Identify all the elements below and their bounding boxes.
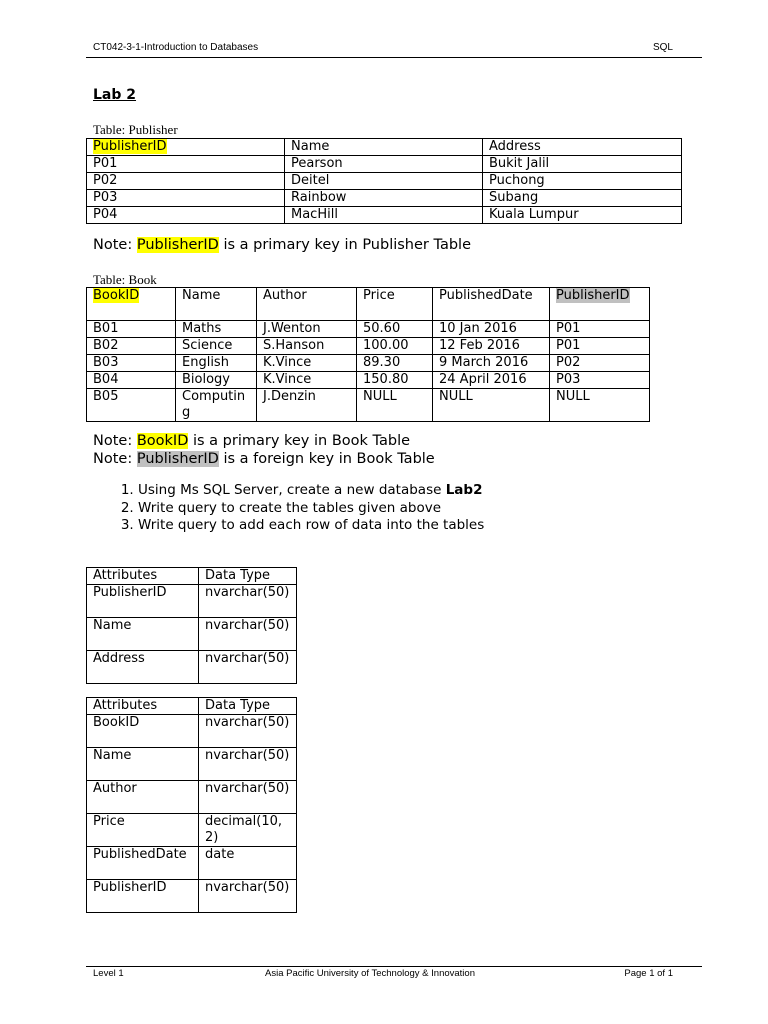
- table-cell: K.Vince: [257, 355, 357, 372]
- table-cell: PublisherID: [87, 585, 199, 618]
- table-header-cell: Attributes: [87, 568, 199, 585]
- table-cell: BookID: [87, 715, 199, 748]
- table-row: [87, 389, 650, 422]
- publisher-types-table: [86, 567, 297, 684]
- table-row: [87, 847, 297, 880]
- table-cell: nvarchar(50): [199, 618, 297, 651]
- table-row: [87, 173, 682, 190]
- page-header: [93, 42, 673, 53]
- table-cell: 24 April 2016: [433, 372, 550, 389]
- table-cell: PublishedDate: [87, 847, 199, 880]
- table-cell: P03: [87, 190, 285, 207]
- table-header-row: [87, 698, 297, 715]
- table-row: [87, 190, 682, 207]
- table-row: [87, 781, 297, 814]
- table-header-cell: Data Type: [199, 698, 297, 715]
- table-cell: J.Wenton: [257, 321, 357, 338]
- table-cell: P01: [550, 321, 650, 338]
- table-cell: Subang: [483, 190, 682, 207]
- table-header-cell: Attributes: [87, 698, 199, 715]
- book-table: [86, 287, 650, 422]
- list-item: 2. Write query to create the tables given above: [138, 500, 484, 518]
- table-cell: K.Vince: [257, 372, 357, 389]
- note-book-primary-key: Note: BookID is a primary key in Book Table: [93, 433, 411, 449]
- table-cell: Deitel: [285, 173, 483, 190]
- note-key: BookID: [136, 433, 189, 449]
- table-cell: MacHill: [285, 207, 483, 224]
- list-item: 3. Write query to add each row of data into the tables: [138, 517, 484, 535]
- table-header-cell: [87, 288, 176, 321]
- table-cell: P02: [550, 355, 650, 372]
- note-key: PublisherID: [136, 451, 219, 467]
- table-cell: NULL: [550, 389, 650, 422]
- bookid-header: BookID: [93, 288, 140, 303]
- table-header-cell: Data Type: [199, 568, 297, 585]
- table-cell: 12 Feb 2016: [433, 338, 550, 355]
- table-cell: nvarchar(50): [199, 585, 297, 618]
- table-cell: P02: [87, 173, 285, 190]
- table-cell: nvarchar(50): [199, 715, 297, 748]
- table-cell: B04: [87, 372, 176, 389]
- table-row: [87, 651, 297, 684]
- table-cell: P01: [550, 338, 650, 355]
- book-table-caption: Table: Book: [93, 272, 157, 287]
- table-cell: 10 Jan 2016: [433, 321, 550, 338]
- table-cell: Address: [87, 651, 199, 684]
- table-cell: Bukit Jalil: [483, 156, 682, 173]
- table-cell: 100.00: [357, 338, 433, 355]
- table-cell: nvarchar(50): [199, 651, 297, 684]
- table-cell: Computing: [176, 389, 257, 422]
- table-row: [87, 618, 297, 651]
- table-cell: B02: [87, 338, 176, 355]
- footer-level: Level 1: [93, 968, 124, 979]
- table-header-cell: PublishedDate: [433, 288, 550, 321]
- table-cell: S.Hanson: [257, 338, 357, 355]
- publisher-table: [86, 138, 682, 224]
- table-cell: B01: [87, 321, 176, 338]
- note-book-foreign-key: Note: PublisherID is a foreign key in Book Table: [93, 451, 435, 467]
- table-cell: nvarchar(50): [199, 880, 297, 913]
- table-cell: P04: [87, 207, 285, 224]
- table-row: [87, 156, 682, 173]
- note-publisher-primary-key: Note: PublisherID is a primary key in Publisher Table: [93, 237, 471, 253]
- header-topic: SQL: [652, 42, 673, 53]
- book-types-table: [86, 697, 297, 913]
- table-row: [87, 814, 297, 847]
- table-cell: nvarchar(50): [199, 748, 297, 781]
- instruction-list: [93, 482, 484, 535]
- table-cell: Pearson: [285, 156, 483, 173]
- publisherid-header: PublisherID: [93, 139, 167, 154]
- table-cell: P03: [550, 372, 650, 389]
- footer-page-number: Page 1 of 1: [624, 968, 673, 979]
- table-header-cell: Name: [285, 139, 483, 156]
- table-cell: Maths: [176, 321, 257, 338]
- table-cell: NULL: [433, 389, 550, 422]
- table-header-row: [87, 568, 297, 585]
- table-cell: P01: [87, 156, 285, 173]
- header-course: CT042-3-1-Introduction to Databases: [93, 42, 259, 53]
- table-row: [87, 880, 297, 913]
- table-row: [87, 715, 297, 748]
- table-cell: Author: [87, 781, 199, 814]
- table-row: [87, 355, 650, 372]
- table-cell: decimal(10,2): [199, 814, 297, 847]
- table-header-cell: [87, 139, 285, 156]
- header-rule: [86, 57, 702, 58]
- publisher-table-caption: Table: Publisher: [93, 122, 178, 137]
- table-cell: Kuala Lumpur: [483, 207, 682, 224]
- footer-university: Asia Pacific University of Technology & Innovation: [265, 968, 475, 979]
- table-cell: 9 March 2016: [433, 355, 550, 372]
- table-cell: NULL: [357, 389, 433, 422]
- list-item: 1. Using Ms SQL Server, create a new database Lab2: [138, 482, 484, 500]
- table-cell: B03: [87, 355, 176, 372]
- table-cell: Name: [87, 618, 199, 651]
- table-row: [87, 338, 650, 355]
- table-cell: J.Denzin: [257, 389, 357, 422]
- table-cell: Science: [176, 338, 257, 355]
- table-cell: Biology: [176, 372, 257, 389]
- table-cell: PublisherID: [87, 880, 199, 913]
- table-row: [87, 321, 650, 338]
- footer-rule: [86, 966, 702, 967]
- page-footer: [93, 968, 673, 979]
- page-title: Lab 2: [93, 87, 137, 103]
- table-cell: B05: [87, 389, 176, 422]
- table-row: [87, 207, 682, 224]
- table-cell: Price: [87, 814, 199, 847]
- table-row: [87, 372, 650, 389]
- table-header-row: [87, 139, 682, 156]
- table-cell: Rainbow: [285, 190, 483, 207]
- table-header-cell: [550, 288, 650, 321]
- table-header-cell: Name: [176, 288, 257, 321]
- table-cell: Name: [87, 748, 199, 781]
- table-cell: date: [199, 847, 297, 880]
- table-header-cell: Address: [483, 139, 682, 156]
- table-cell: nvarchar(50): [199, 781, 297, 814]
- table-cell: 150.80: [357, 372, 433, 389]
- table-header-cell: Author: [257, 288, 357, 321]
- table-row: [87, 585, 297, 618]
- table-cell: English: [176, 355, 257, 372]
- publisherid-fk-header: PublisherID: [556, 288, 630, 303]
- table-cell: 89.30: [357, 355, 433, 372]
- table-header-row: [87, 288, 650, 321]
- table-header-cell: Price: [357, 288, 433, 321]
- table-cell: Puchong: [483, 173, 682, 190]
- table-row: [87, 748, 297, 781]
- table-cell: 50.60: [357, 321, 433, 338]
- note-key: PublisherID: [136, 237, 219, 253]
